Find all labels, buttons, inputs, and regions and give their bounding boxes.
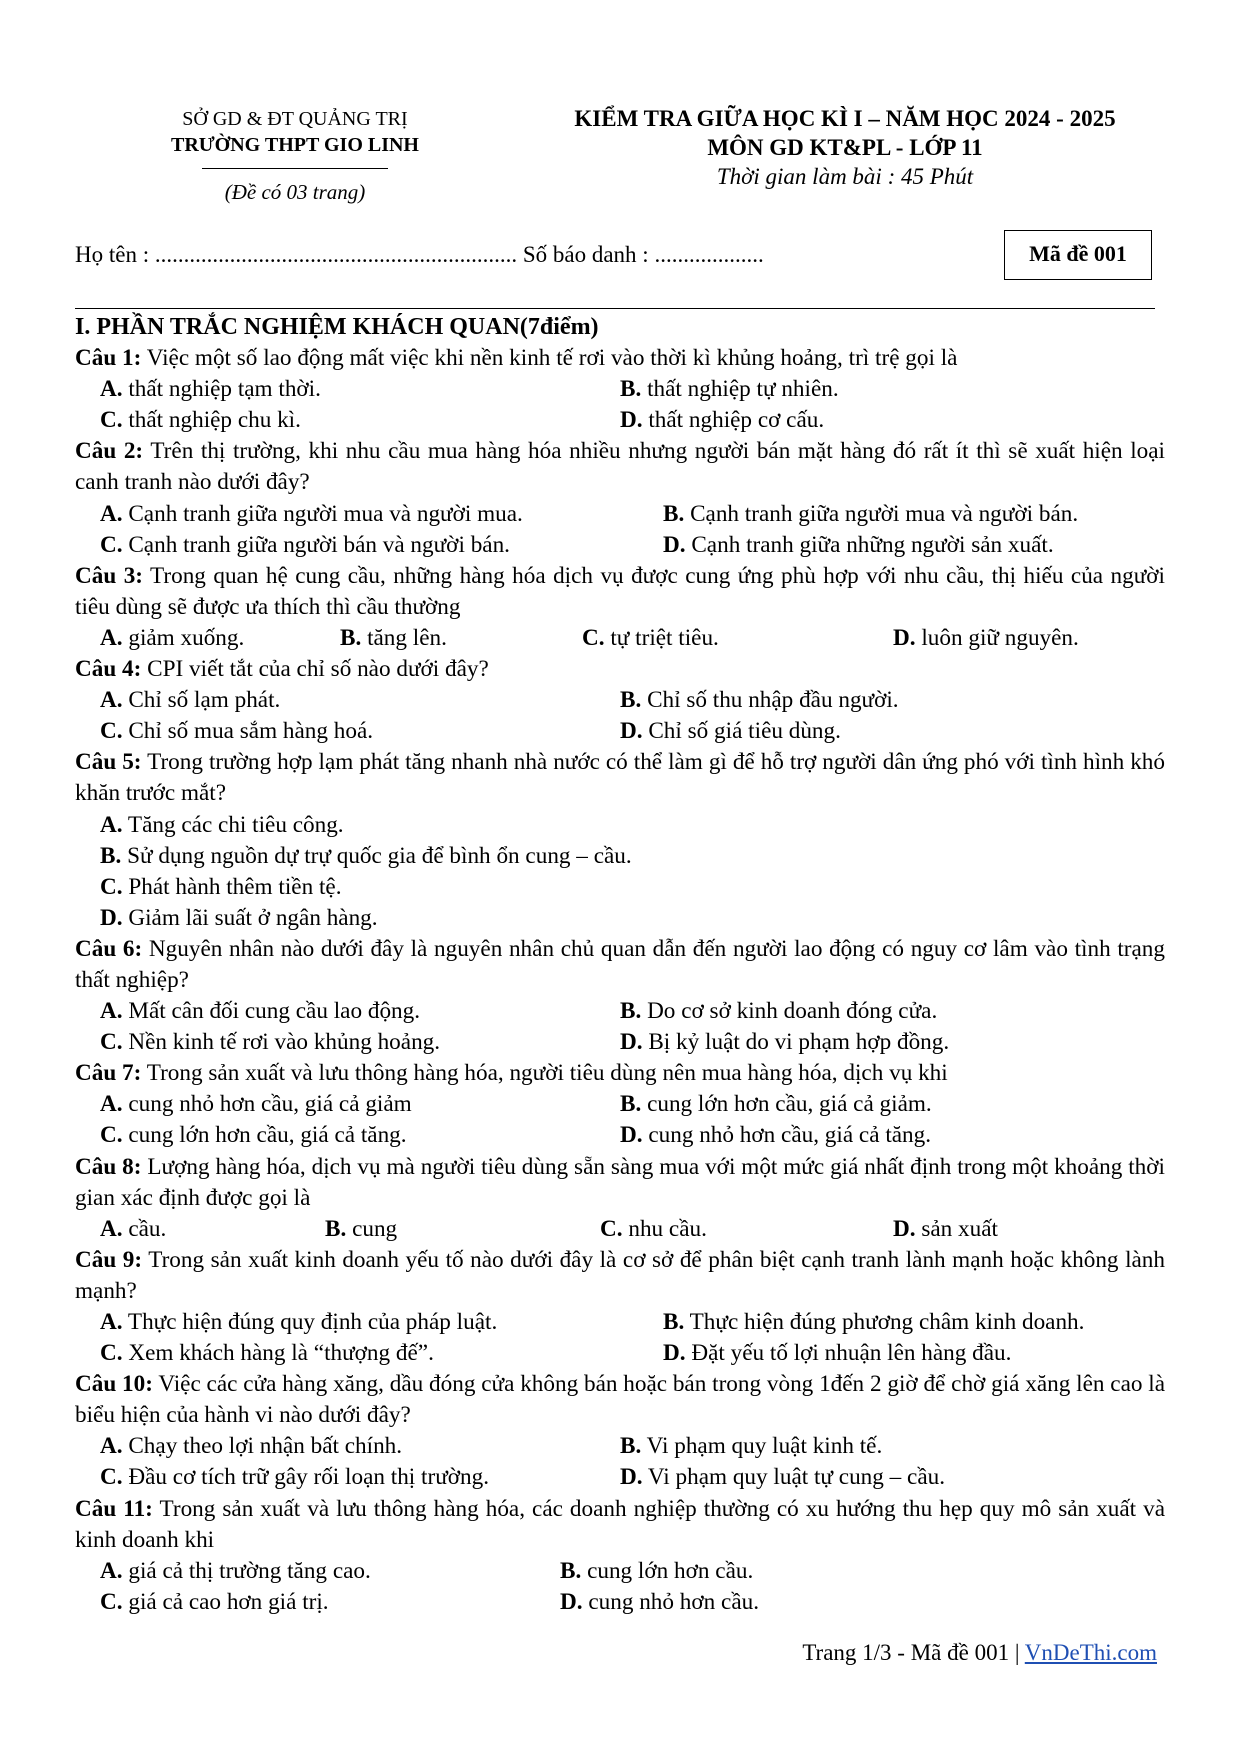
option-a: A. thất nghiệp tạm thời. (100, 376, 321, 403)
question-stem (75, 747, 1165, 809)
option-d: D. Bị kỷ luật do vi phạm hợp đồng. (620, 1029, 950, 1056)
question-text: Trên thị trường, khi nhu cầu mua hàng hóa nhiều nhưng người bán mặt hàng đó rất ít thì sẽ xuất hiện loại canh tranh nào dưới đây? (75, 438, 1165, 496)
question-label: Câu 3: (75, 562, 144, 589)
options-row (75, 996, 1165, 1027)
option-d: D. luôn giữ nguyên. (893, 624, 1079, 651)
option-a: A. cầu. (100, 1215, 167, 1242)
options-row (75, 623, 1165, 654)
options-row (75, 1587, 1165, 1618)
option-d: D. cung nhỏ hơn cầu. (560, 1588, 760, 1615)
option-c: C. Chỉ số mua sắm hàng hoá. (100, 718, 374, 745)
department-name: SỞ GD & ĐT QUẢNG TRỊ (182, 108, 408, 130)
options-row (75, 685, 1165, 716)
option-c: C. Nền kinh tế rơi vào khủng hoảng. (100, 1029, 441, 1056)
exam-subject: MÔN GD KT&PL - LỚP 11 (707, 135, 983, 160)
options-row (75, 1027, 1165, 1058)
school-name: TRƯỜNG THPT GIO LINH (170, 134, 419, 156)
question-label: Câu 11: (75, 1495, 153, 1522)
options-row (75, 405, 1165, 436)
option-b: B. Thực hiện đúng phương châm kinh doanh. (663, 1309, 1085, 1335)
question-stem (75, 343, 1165, 374)
header-separator (75, 308, 1155, 309)
question-text: Trong sản xuất và lưu thông hàng hóa, các doanh nghiệp thường có xu hướng thu hẹp quy mô sản xuất và kinh doanh khi (75, 1495, 1165, 1553)
option-a: A. Chỉ số lạm phát. (100, 687, 281, 714)
option-c: C. tự triệt tiêu. (582, 624, 719, 651)
question-text: Trong quan hệ cung cầu, những hàng hóa dịch vụ được cung ứng phù hợp với nhu cầu, thị hiếu của người tiêu dùng sẽ được ưa thích thì cầu thường (75, 562, 1165, 620)
section-title: I. PHẦN TRẮC NGHIỆM KHÁCH QUAN(7điểm) (75, 314, 599, 340)
option-b: B. thất nghiệp tự nhiên. (620, 376, 839, 403)
student-info-line: Họ tên : ............................................................... Số báo danh : ................... (75, 242, 764, 267)
question-text: Việc các cửa hàng xăng, dầu đóng cửa không bán hoặc bán trong vòng 1đến 2 giờ để chờ giá xăng lên cao là biểu hiện của hành vi nào dưới đây? (75, 1371, 1165, 1429)
pages-note: (Đề có 03 trang) (224, 180, 366, 204)
question-text: Việc một số lao động mất việc khi nền kinh tế rơi vào thời kì khủng hoảng, trì trệ gọi là (141, 345, 958, 372)
exam-duration: Thời gian làm bài : 45 Phút (716, 164, 974, 189)
options-row (75, 1214, 1165, 1245)
question-text: Nguyên nhân nào dưới đây là nguyên nhân chủ quan dẫn đến người lao động có nguy cơ lâm vào tình trạng thất nghiệp? (75, 935, 1165, 993)
option-d: D. Đặt yếu tố lợi nhuận lên hàng đầu. (663, 1340, 1012, 1367)
question-stem (75, 1152, 1165, 1214)
option-b: B. Chỉ số thu nhập đầu người. (620, 687, 899, 714)
option-b: B. Cạnh tranh giữa người mua và người bán. (663, 500, 1079, 527)
question-text: CPI viết tắt của chỉ số nào dưới đây? (141, 656, 489, 683)
options-row (75, 530, 1165, 561)
exam-code-box: Mã đề 001 (1004, 230, 1152, 280)
option-c: C. thất nghiệp chu kì. (100, 407, 301, 434)
question-label: Câu 1: (75, 345, 142, 372)
option-a: A. giảm xuống. (100, 624, 245, 651)
option-a: A. Tăng các chi tiêu công. (100, 811, 344, 838)
options-row (75, 374, 1165, 405)
option-a: A. cung nhỏ hơn cầu, giá cả giảm (100, 1091, 412, 1118)
question-text: Trong sản xuất và lưu thông hàng hóa, người tiêu dùng nên mua hàng hóa, dịch vụ khi (141, 1060, 948, 1087)
options-row (75, 1431, 1165, 1462)
question-text: Trong sản xuất kinh doanh yếu tố nào dưới đây là cơ sở để phân biệt cạnh tranh lành mạnh hoặc không lành mạnh? (75, 1246, 1165, 1304)
exam-title: KIỂM TRA GIỮA HỌC KÌ I – NĂM HỌC 2024 - 2025 (574, 106, 1116, 131)
question-stem (75, 654, 1165, 685)
question-text: Trong trường hợp lạm phát tăng nhanh nhà nước có thể làm gì để hỗ trợ người dân ứng phó với tình hình khó khăn trước mắt? (75, 749, 1165, 807)
option-d: D. Vi phạm quy luật tự cung – cầu. (620, 1464, 946, 1491)
option-b: B. Sử dụng nguồn dự trự quốc gia để bình ổn cung – cầu. (100, 842, 632, 869)
question-label: Câu 9: (75, 1246, 143, 1273)
exam-body (75, 312, 1165, 1618)
option-b: B. cung (325, 1215, 398, 1242)
question-label: Câu 10: (75, 1371, 153, 1398)
school-header (130, 106, 460, 205)
options-row (75, 1462, 1165, 1493)
option-a: A. giá cả thị trường tăng cao. (100, 1557, 371, 1584)
question-stem (75, 561, 1165, 623)
option-c: C. Phát hành thêm tiền tệ. (100, 873, 342, 900)
option-b: B. tăng lên. (340, 624, 447, 651)
question-stem (75, 436, 1165, 498)
question-text: Lượng hàng hóa, dịch vụ mà người tiêu dùng sẵn sàng mua với một mức giá nhất định trong một khoảng thời gian xác định được gọi là (75, 1153, 1165, 1211)
option-c: C. Đầu cơ tích trữ gây rối loạn thị trường. (100, 1464, 490, 1491)
options-row (75, 1089, 1165, 1120)
option-a: A. Cạnh tranh giữa người mua và người mua. (100, 500, 523, 527)
question-label: Câu 4: (75, 656, 142, 683)
page-footer (802, 1640, 1157, 1666)
option-d: D. Giảm lãi suất ở ngân hàng. (100, 904, 378, 931)
question-label: Câu 5: (75, 749, 142, 776)
option-b: B. cung lớn hơn cầu, giá cả giảm. (620, 1091, 932, 1118)
option-c: C. cung lớn hơn cầu, giá cả tăng. (100, 1122, 407, 1149)
options-row (75, 499, 1165, 530)
question-stem (75, 1245, 1165, 1307)
option-d: D. thất nghiệp cơ cấu. (620, 407, 825, 434)
option-c: C. Cạnh tranh giữa người bán và người bán. (100, 531, 510, 558)
options-row (75, 1338, 1165, 1369)
option-b: B. cung lớn hơn cầu. (560, 1557, 754, 1584)
question-label: Câu 6: (75, 935, 143, 962)
options-row (75, 1120, 1165, 1151)
option-d: D. cung nhỏ hơn cầu, giá cả tăng. (620, 1122, 932, 1149)
option-d: D. Cạnh tranh giữa những người sản xuất. (663, 531, 1054, 558)
question-label: Câu 8: (75, 1153, 142, 1180)
option-c: C. nhu cầu. (600, 1215, 707, 1242)
question-stem (75, 1369, 1165, 1431)
option-a: A. Mất cân đối cung cầu lao động. (100, 998, 421, 1025)
option-b: B. Do cơ sở kinh doanh đóng cửa. (620, 998, 938, 1025)
option-a: A. Thực hiện đúng quy định của pháp luật. (100, 1309, 498, 1335)
question-stem (75, 934, 1165, 996)
question-label: Câu 7: (75, 1060, 142, 1087)
question-label: Câu 2: (75, 438, 144, 465)
option-c: C. giá cả cao hơn giá trị. (100, 1588, 329, 1615)
exam-header (520, 104, 1170, 191)
question-stem (75, 1494, 1165, 1556)
options-row (75, 1307, 1165, 1338)
options-row (75, 1556, 1165, 1587)
option-d: D. Chỉ số giá tiêu dùng. (620, 718, 841, 745)
option-c: C. Xem khách hàng là “thượng đế”. (100, 1340, 434, 1367)
question-stem (75, 1058, 1165, 1089)
option-a: A. Chạy theo lợi nhận bất chính. (100, 1433, 403, 1460)
option-d: D. sản xuất (893, 1215, 998, 1242)
header-divider (202, 168, 388, 169)
options-row (75, 716, 1165, 747)
footer-text: Trang 1/3 - Mã đề 001 | (802, 1640, 1025, 1665)
option-b: B. Vi phạm quy luật kinh tế. (620, 1433, 883, 1460)
source-link[interactable]: VnDeThi.com (1024, 1640, 1157, 1665)
